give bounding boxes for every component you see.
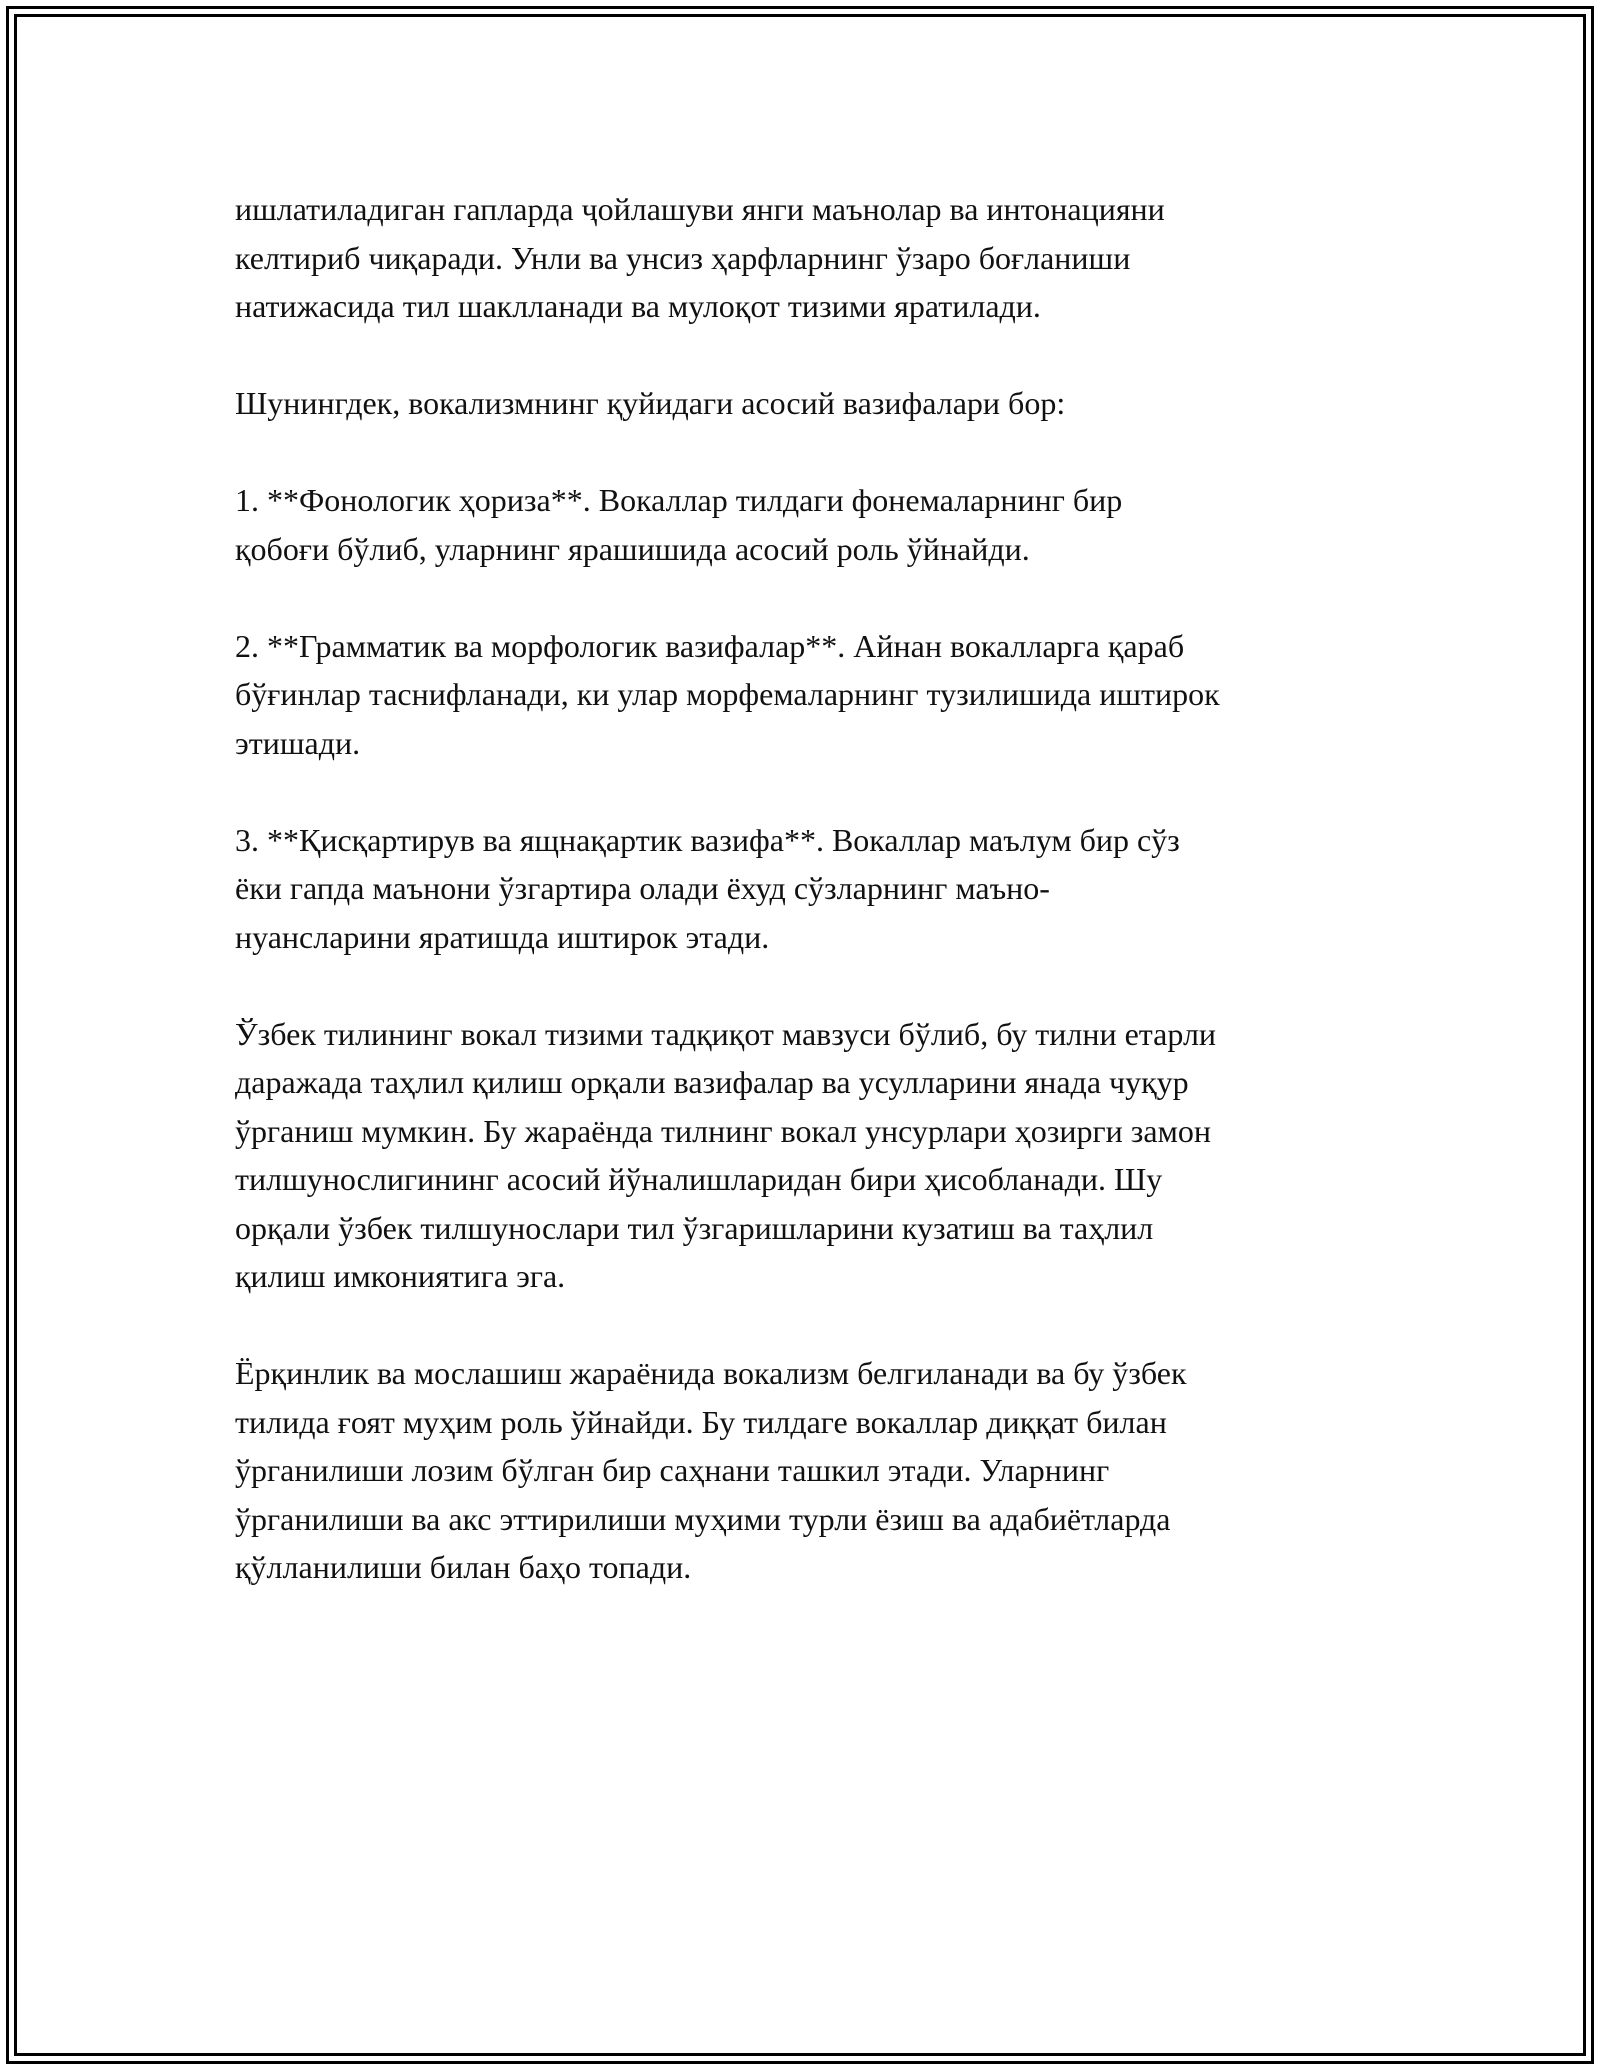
- paragraph-conclusion: Ёрқинлик ва мослашиш жараёнида вокализм белгиланади ва бу ўзбек тилида ғоят муҳим роль ўйнайди. Бу тилдаге вокаллар диққат билан ўрганилиши лозим бўлган бир саҳнани ташкил этади. Уларнинг ўрганилиши ва акс эттирилиши муҳими турли ёзиш ва адабиётларда қўлланилиши билан баҳо топади.: [235, 1355, 1187, 1585]
- paragraph-intro-continuation: ишлатиладиган гапларда ҷойлашуви янги маънолар ва интонацияни келтириб чиқаради. Унли ва унсиз ҳарфларнинг ўзаро боғланиши натижасида тил шаклланади ва мулоқот тизими яратилади.: [235, 191, 1165, 324]
- list-item-2-grammatical: 2. **Грамматик ва морфологик вазифалар**. Айнан вокалларга қараб бўғинлар таснифланади, ки улар морфемаларнинг тузилишида иштирок этишади.: [235, 627, 1220, 761]
- paragraph-functions-lead: Шунингдек, вокализмнинг қуйидаги асосий вазифалари бор:: [235, 385, 1066, 421]
- list-item-1-phonological: 1. **Фонологик ҳориза**. Вокаллар тилдаги фонемаларнинг бир қобоғи бўлиб, уларнинг ярашишида асосий роль ўйнайди.: [235, 482, 1123, 567]
- document-body: [235, 185, 1395, 1592]
- paragraph-vocal-system: Ўзбек тилининг вокал тизими тадқиқот мавзуси бўлиб, бу тилни етарли даражада таҳлил қилиш орқали вазифалар ва усулларини янада чуқур ўрганиш мумкин. Бу жараёнда тилнинг вокал унсурлари ҳозирги замон тилшунослигининг асосий йўналишларидан бири ҳисобланади. Шу орқали ўзбек тилшунослари тил ўзгаришларини кузатиш ва таҳлил қилиш имкониятига эга.: [235, 1015, 1217, 1294]
- list-item-3-abbreviation: 3. **Қисқартирув ва ящнақартик вазифа**. Вокаллар маълум бир сўз ёки гапда маънони ўзгартира олади ёхуд сўзларнинг маъно- нуансларини яратишда иштирок этади.: [235, 821, 1180, 955]
